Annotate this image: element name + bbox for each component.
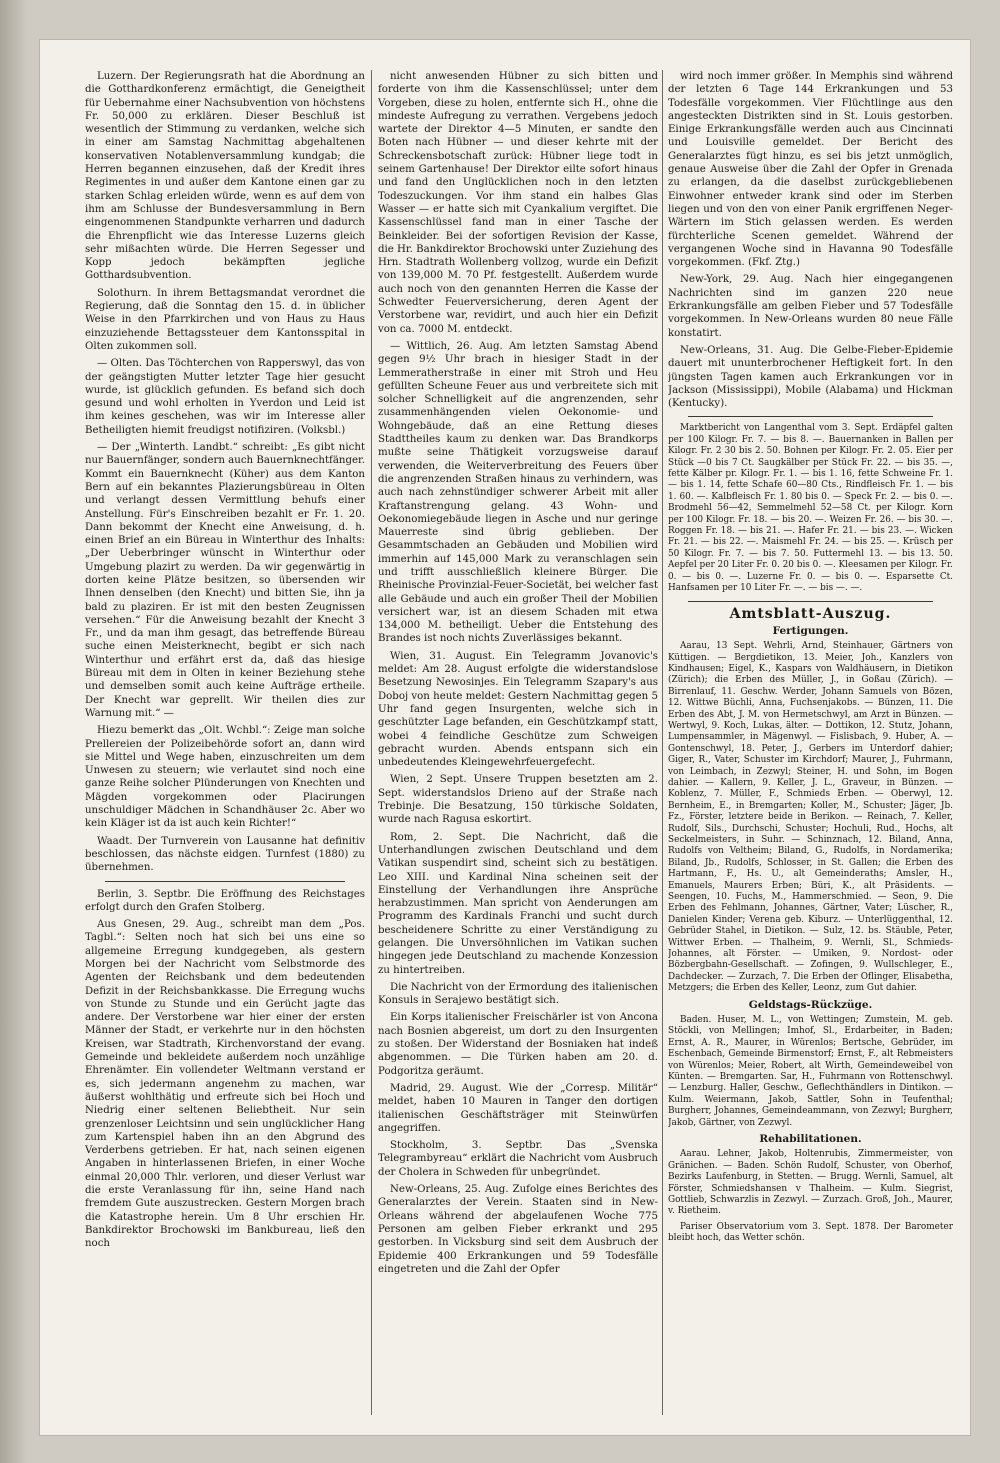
column-rule (371, 70, 372, 1415)
article-new-orleans-31: New-Orleans, 31. Aug. Die Gelbe-Fieber-Epidemie dauert mit ununterbrochener Heftigkeit fort. In den jüngsten Tagen kamen auch Erkrankungen vor in Jackson (Mississippi), Mobile (Alabama) und Hickman (Kentucky). (668, 344, 953, 410)
article-wien-31: Wien, 31. August. Ein Telegramm Jovanovic's meldet: Am 28. August erfolgte die widerstandslose Besetzung Newosinjes. Ein Telegramm Szapary's aus Doboj von heute meldet: Gestern Nachmittag gegen 5 Uhr fand gegen Insurgenten, welche sich in geschützter Lage befanden, ein Geschützkampf statt, wobei 4 feindliche Geschütze zum Schweigen gebracht wurden. Abends entspann sich ein unbedeutendes Kleingewehrfeuergefecht. (378, 650, 658, 769)
column-3 (668, 70, 953, 1415)
geldstag-list: Baden. Huser, M. L., von Wettingen; Zumstein, M. geb. Stöckli, von Mellingen; Imhof, Sl., Erdarbeiter, in Baden; Ernst, A. R., Maurer, in Würenlos; Bertsche, Gebrüder, im Eschenbach, Gemeinde Birmenstorf; Ernst, F., alt Rebmeisters von Würenlos; Meier, Robert, alt Wirth, Gemeindeweibel von Künten. — Bremgarten. Sar, H., Fuhrmann von Rottenschwyl. — Lenzburg. Haller, Geschw., Geflechthändlers in Dintikon. — Kulm. Weiermann, Jakob, Sattler, Sohn in Teufenthal; Burgherr, Johannes, Gemeindeammann, von Zezwyl; Burgherr, Jakob, Gärtner, von Zezwyl. (668, 1015, 953, 1128)
article-waadt: Waadt. Der Turnverein von Lausanne hat definitiv beschlossen, das nächste eidgen. Turnfest (1880) zu übernehmen. (85, 835, 365, 874)
observatorium-report: Pariser Observatorium vom 3. Sept. 1878. Der Barometer bleibt hoch, das Wetter schön. (668, 1221, 953, 1244)
article-solothurn: Solothurn. In ihrem Bettagsmandat verordnet die Regierung, daß die Sonntag den 15. d. in üblicher Weise in den Pfarrkirchen und von Haus zu Haus einzuziehende Bettagssteuer dem Kantonsspital in Olten zukommen soll. (85, 287, 365, 352)
article-rom: Rom, 2. Sept. Die Nachricht, daß die Unterhandlungen zwischen Deutschland und dem Vatikan suspendirt sind, scheint sich zu bestätigen. Leo XIII. und Kardinal Nina scheinen seit der Einstellung der Verhandlungen ihre Ansprüche herabzustimmen. Man spricht von Aenderungen am Programm des Kardinals Franchi und sucht durch bescheidenere Schritte zu einer Verständigung zu gelangen. Die Unversöhnlichen im Vatikan suchen hingegen jede Deutschland zu machende Konzession zu hintertreiben. (378, 831, 658, 976)
section-divider (688, 601, 933, 602)
column-1 (85, 70, 365, 1415)
article-stockholm: Stockholm, 3. Septbr. Das „Svenska Telegrambyreau“ erklärt die Nachricht vom Ausbruch der Cholera in Schweden für unbegründet. (378, 1140, 658, 1178)
newspaper-page (40, 40, 970, 1435)
article-freischaerler: Ein Korps italienischer Freischärler ist von Ancona nach Bosnien abgereist, um dort zu den Insurgenten zu stoßen. Der Widerstand der Bosniaken hat indeß abgenommen. — Die Türken haben am 20. d. Podgoritza geräumt. (378, 1012, 658, 1077)
rehabilitationen-list: Aarau. Lehner, Jakob, Holtenrubis, Zimmermeister, von Gränichen. — Baden. Schön Rudolf, Schuster, von Oberhof, Bezirks Laufenburg, in Stetten. — Brugg. Wernli, Samuel, alt Förster, Schmiedshansen v Thalheim. — Kulm. Siegrist, Gottlieb, Schwarzlis in Zezwyl. — Zurzach. Groß, Joh., Maurer, v. Rietheim. (668, 1149, 953, 1217)
article-gnesen: Aus Gnesen, 29. Aug., schreibt man dem „Pos. Tagbl.“: Selten noch hat sich bei uns eine so allgemeine Erregung kundgegeben, als gestern Morgen bei der Nachricht vom Selbstmorde des Agenten der Reichsbank und dem bedeutenden Defizit in der Reichsbankkasse. Die Erregung wuchs von Stunde zu Stunde und ein Gerücht jagte das andere. Der Verstorbene war hier einer der ersten Männer der Stadt, er verkehrte nur in den höchsten Kreisen, war Stadtrath, Kirchenvorstand der evang. Gemeinde und bekleidete außerdem noch unzählige Ehrenämter. Ein vollendeter Weltmann verstand er es, sich jedermann angenehm zu machen, war äußerst wohlthätig und erfreute sich bei Hoch und Niedrig einer seltenen Beliebtheit. Nur sein grenzenloser Leichtsinn und sein unglücklicher Hang zum Kartenspiel haben ihn an den Abgrund des Verderbens getrieben. Er hat, nach seinen eigenen Angaben in hinterlassenen Briefen, in einer Woche einmal 20,000 Thlr. verloren, und dieser Verlust war die erste Veranlassung für ihn, seine Hand nach fremdem Gute auszustrecken. Gestern Morgen brach die Katastrophe herein. Um 8 Uhr erschien Hr. Bankdirektor Brochowski im Bankbureau, ließ den noch (85, 919, 365, 1250)
section-divider (105, 881, 345, 882)
article-luzern: Luzern. Der Regierungsrath hat die Abordnung an die Gotthardkonferenz ermächtigt, die Geneigtheit für Uebernahme einer Nachsubvention von höchstens Fr. 50,000 zu erklären. Dieser Beschluß ist wesentlich der Stimmung zu verdanken, welche sich in einer am Samstag Nachmittag abgehaltenen konservativen Notablenversammlung kundgab; die Herren begannen einzusehen, daß der Kredit ihres Regimentes in und außer dem Kantone einen gar zu starken Schlag erleiden würde, wenn es auf dem von ihm am Schlusse der Bundesversammlung in Bern eingenommenen Standpunkte verharren und dadurch die Ehrenpflicht wie das Interesse Luzerns gleich sehr mißachten würde. Die Herren Segesser und Kopp jedoch bekämpften jegliche Gotthardsubvention. (85, 71, 365, 282)
geldstag-heading: Geldstags-Rückzüge. (748, 998, 873, 1011)
section-divider (688, 416, 933, 417)
article-new-orleans-25: New-Orleans, 25. Aug. Zufolge eines Berichtes des Generalarztes der Verein. Staaten sind in New-Orleans während der abgelaufenen Woche 775 Personen am gelben Fieber erkrankt und 295 gestorben. In Vicksburg sind seit dem Ausbruch der Epidemie 400 Erkrankungen und 59 Todesfälle eingetreten und die Zahl der Opfer (378, 1184, 658, 1275)
article-wien-2: Wien, 2 Sept. Unsere Truppen besetzten am 2. Sept. widerstandslos Drieno auf der Straße nach Trebinje. Die Besatzung, 150 türkische Soldaten, wurde nach Ragusa eskortirt. (378, 774, 658, 826)
column-rule (662, 70, 663, 1415)
article-madrid: Madrid, 29. August. Wie der „Corresp. Militär“ meldet, haben 10 Mauren in Tanger den dortigen italienischen Geschäftsträger mit Steinwürfen angegriffen. (378, 1082, 658, 1134)
binding-edge (0, 0, 28, 1463)
article-gnesen-continued: nicht anwesenden Hübner zu sich bitten und forderte von ihm die Kassenschlüssel; unter dem Vorgeben, diese zu holen, entfernte sich H., ohne die mindeste Aufregung zu verrathen. Vergebens jedoch wartete der Direktor 4—5 Minuten, er sandte den Boten nach Hübner — und dieser kehrte mit der Schreckensbotschaft zurück: Hübner liege todt in seinem Gartenhause! Der Direktor eilte sofort hinaus und fand den Unglücklichen noch in den letzten Todeszuckungen. Vor ihm stand ein halbes Glas Wasser — er hatte sich mit Cyankalium vergiftet. Die Kassenschlüssel fand man in einer Tasche der Beinkleider. Bei der sofortigen Revision der Kasse, die Hr. Bankdirektor Brochowski unter Zuziehung des Hrn. Stadtrath Wollenberg vollzog, wurde ein Defizit von 139,000 M. 70 Pf. festgestellt. Außerdem wurde auch noch von den genannten Herren die Kasse der Schwedter Feuerversicherung, deren Agent der Verstorbene war, revidirt, und auch hier ein Defizit von ca. 7000 M. entdeckt. (378, 71, 658, 335)
fertigungen-list: Aarau, 13 Sept. Wehrli, Arnd, Steinhauer, Gärtners von Küttigen. — Bergdietikon, 13. Meier, Joh., Kanzlers von Kindhausen; Eigel, K., Kaspars von Waldhäusern, in Dietikon (Zürich); die Erben des Müller, J., in Goßau (Zürich). — Birrenlauf, 11. Geschw. Werder, Johann Samuels von Bözen, 12. Wittwe Büchli, Anna, Fuchsenjakobs. — Bünzen, 11. Die Erben des Abt, J. M. von Hermetschwyl, am Arzt in Bünzen. — Wertwyl, 9. Koch, Lukas, älter. — Dottikon, 12. Stutz, Johann, Lumpensammler, in Mägenwyl. — Fislisbach, 9. Huber, A. — Gontenschwyl, 18. Peter, J., Gerbers im Unterdorf dahier; Giger, R., Vater, Schuster im Kirchdorf; Maurer, J., Fuhrmann, von Leimbach, in Zezwyl; Steiner, H. und Sohn, im Bogen dahier. — Kallern, 9. Keller, J. L., Graveur, in Bünzen. — Koblenz, 7. Müller, F., Schmieds Erben. — Oberwyl, 12. Bernheim, E., in Bremgarten; Koller, M., Schuster; Jäger, Jb. Fz., Förster, letztere beide in Berikon. — Reinach, 7. Keller, Rudolf, Sils., Durchschi, Schuster; Hochuli, Rud., Hochs, alt Seckelmeisters, in Suhr. — Schinznach, 12. Biland, Anna, Rudolfs von Veltheim; Biland, G., Rudolfs, in Nordamerika; Biland, Jb., Rudolfs, Schlosser, in St. Gallen; die Erben des Hartmann, F., Hs. U., alt Gemeinderaths; Amsler, H., Emanuels, Maurers Erben; Büri, K., alt Präsidents. — Seengen, 10. Fuchs, M., Hammerschmied. — Seon, 9. Die Erben des Fehlmann, Johannes, Gärtner, Vater; Lüscher, R., Danielen Kinder; Verena geb. Kiburz. — Unterlüggenthal, 12. Gebrüder Stahel, in Dietikon. — Sulz, 12. bs. Stäuble, Peter, Wittwer Erben. — Thalheim, 9. Wernli, Sl., Schmieds-Johannes, alt Förster. — Umiken, 9. Nordost- oder Bözbergbahn-Gesellschaft. — Zofingen, 9. Wullschleger, E., Dachdecker. — Zurzach, 7. Die Erben der Oflinger, Elisabetha, Metzgers; die Erben des Keller, Leonz, zum Gut dahier. (668, 641, 953, 994)
article-new-orleans-continued: wird noch immer größer. In Memphis sind während der letzten 6 Tage 144 Erkrankungen und 53 Todesfälle vorgekommen. Vier Flüchtlinge aus den angesteckten Distrikten sind in St. Louis gestorben. Einige Erkrankungsfälle werden auch aus Cincinnati und Louisville gemeldet. Der Bericht des Generalarztes fügt hinzu, es sei bis jetzt unmöglich, genaue Ausweise über die Zahl der Opfer in Grenada zu erlangen, da die daselbst zurückgebliebenen Einwohner entweder krank sind oder im Sterben liegen und von den von einer Panik ergriffenen Neger-Wärtern im Stich gelassen werden. Es werden fürchterliche Scenen gemeldet. Während der vergangenen Woche sind in Havanna 90 Todesfälle vorgekommen. (Fkf. Ztg.) (668, 71, 953, 269)
market-report: Marktbericht von Langenthal vom 3. Sept. Erdäpfel galten per 100 Kilogr. Fr. 7. — bis 8. —. Bauernanken in Ballen per Kilogr. Fr. 2 30 bis 2. 50. Bohnen per Kilogr. Fr. 2. 05. Eier per Stück —0 bis 7 Ct. Saugkälber per Stück Fr. 22. — bis 35. —, fette Kälber pr. Kilogr. Fr. 1. — bis 1. 16, fette Schweine Fr. 1. — bis 1. 14, fette Schafe 60—80 Cts., Rindfleisch Fr. 1. — bis 1. 60. —. Kalbfleisch Fr. 1. 80 bis 0. — Speck Fr. 2. — bis 0. —. Brodmehl 56—42, Semmelmehl 52—58 Ct. per Kilogr. Korn per 100 Kilogr. Fr. 18. — bis 20. —. Weizen Fr. 26. — bis 30. —. Roggen Fr. 18. — bis 21. —. Hafer Fr. 21. — bis 23. —. Wicken Fr. 21. — bis 22. —. Maismehl Fr. 24. — bis 25. —. Krüsch per 50 Kilogr. Fr. 7. — bis 7. 50. Futtermehl 13. — bis 13. 50. Aepfel per 20 Liter Fr. 0. 20 bis 0. —. Kleesamen per Kilogr. Fr. 0. — bis 0. —. Luzerne Fr. 0. — bis 0. —. Esparsette Ct. Hanfsamen per 10 Liter Fr. —. — bis —. —. (668, 423, 953, 594)
article-olten-wochenblatt: Hiezu bemerkt das „Olt. Wchbl.“: Zeige man solche Prellereien der Polizeibehörde sofort an, dann wird sie Mittel und Wege haben, einzuschreiten um dem Unwesen zu steuern; wie verlautet sind noch eine ganze Reihe solcher Plünderungen von Knechten und Mägden vorgekommen oder Placirungen unschuldiger Mädchen in Schandhäuser 2c. Aber wo kein Kläger ist da ist auch kein Richter!“ (85, 725, 365, 830)
article-new-york: New-York, 29. Aug. Nach hier eingegangenen Nachrichten sind im ganzen 220 neue Erkrankungsfälle am gelben Fieber und 57 Todesfälle vorgekommen. In New-Orleans wurden 80 neue Fälle konstatirt. (668, 274, 953, 339)
article-berlin: Berlin, 3. Septbr. Die Eröffnung des Reichstages erfolgt durch den Grafen Stolberg. (85, 888, 365, 913)
article-winterthur: — Der „Winterth. Landbt.“ schreibt: „Es gibt nicht nur Bauernfänger, sondern auch Bauernknechtfänger. Kommt ein Bauernknecht (Küher) aus dem Kanton Bern auf ein bekanntes Plazierungsbüreau in Olten und verlangt dessen Vermittlung behufs einer Anstellung. Für's Einschreiben bezahlt er Fr. 1. 20. Dann bekommt der Knecht eine Anweisung, d. h. einen Brief an ein Büreau in Winterthur des Inhalts: „Der Ueberbringer wünscht in Winterthur oder Umgebung plazirt zu werden. Da wir gegenwärtig in dorten keine Plätze besitzen, so übersenden wir Ihnen denselben (den Knecht) und bitten Sie, ihn ja bald zu plaziren. Er ist mit den besten Zeugnissen versehen.“ Für die Anweisung bezahlt der Knecht 3 Fr., und da man ihm gesagt, das betreffende Büreau suche einen Meisterknecht, begibt er sich nach Winterthur und erfährt erst da, daß das hiesige Büreau mit dem in Olten in keiner Beziehung stehe und demselben somit auch keine Aufträge ertheile. Der Knecht war geprellt. Wir theilen dies zur Warnung mit.“ — (85, 442, 365, 719)
amtsblatt-heading: Amtsblatt-Auszug. (729, 605, 892, 622)
column-2 (378, 70, 658, 1415)
article-serajewo: Die Nachricht von der Ermordung des italienischen Konsuls in Serajewo bestätigt sich. (378, 981, 658, 1007)
fertigungen-heading: Fertigungen. (772, 624, 849, 637)
article-wittlich: — Wittlich, 26. Aug. Am letzten Samstag Abend gegen 9½ Uhr brach in hiesiger Stadt in der Lemmeratherstraße in einer mit Stroh und Heu gefüllten Scheune Feuer aus und verbreitete sich mit solcher Schnelligkeit auf die angrenzenden, sehr zusammenhängenden vielen Oekonomie- und Wohngebäude, daß an eine Rettung dieses Stadttheiles kaum zu denken war. Das Brandkorps mußte seine Thätigkeit vorzugsweise darauf verwenden, die Weiterverbreitung des Feuers über die angrenzenden Straßen hinaus zu verhindern, was auch nach zehnstündiger schwerer Arbeit mit aller Kraftanstrengung gelang. 43 Wohn- und Oekonomiegebäude liegen in Asche und nur geringe Mauerreste sind übrig geblieben. Der Gesammtschaden an Gebäuden und Mobilien wird immerhin auf 145,000 Mark zu veranschlagen sein und trifft ausschließlich kleinere Bürger. Die Rheinische Provinzial-Feuer-Societät, bei welcher fast alle Gebäude und auch ein großer Theil der Mobilien versichert war, ist an diesem Schaden mit etwa 134,000 M. betheiligt. Ueber die Entstehung des Brandes ist noch nichts Zuverlässiges bekannt. (378, 340, 658, 645)
rehabilitationen-heading: Rehabilitationen. (759, 1133, 862, 1146)
article-olten: — Olten. Das Töchterchen von Rapperswyl, das von der geängstigten Mutter letzter Tage hier gesucht wurde, ist glücklich gefunden. Es befand sich doch gesund und wohl erholten in Yverdon und Leid ist ihm keines geschehen, was wir im Interesse aller Betheiligten hiemit freudigst notifiziren. (Volksbl.) (85, 358, 365, 436)
